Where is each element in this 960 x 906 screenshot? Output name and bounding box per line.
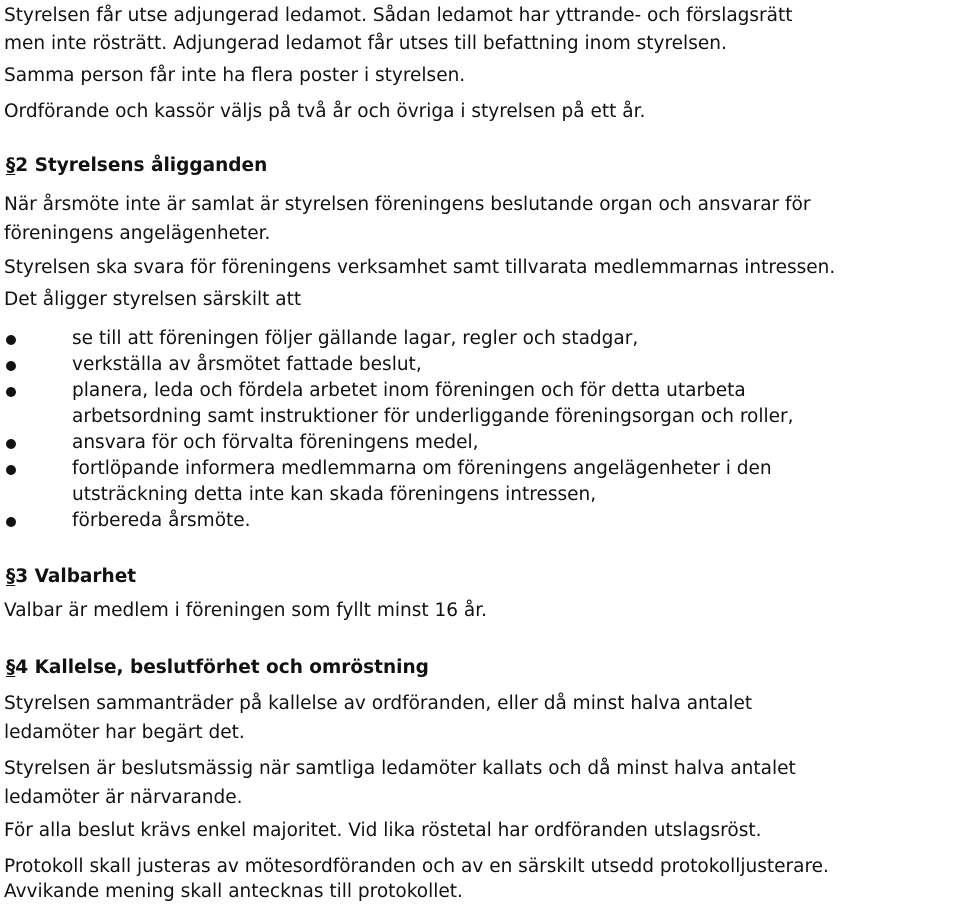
bullet-point xyxy=(6,335,16,345)
intro-line: Samma person får inte ha flera poster i styrelsen. xyxy=(4,65,466,86)
section-4-paragraph-line: Styrelsen sammanträder på kallelse av ordföranden, eller då minst halva antalet xyxy=(4,693,753,714)
section-4-paragraph-line: Protokoll skall justeras av mötesordföranden och av en särskilt utsedd protokolljusterare. xyxy=(4,856,829,877)
section-4-paragraph-line: Avvikande mening skall antecknas till protokollet. xyxy=(4,881,463,902)
list-item: se till att föreningen följer gällande lagar, regler och stadgar, xyxy=(72,328,639,349)
section-2-paragraph: Det åligger styrelsen särskilt att xyxy=(4,289,302,310)
section-2-title: 2 Styrelsens åligganden xyxy=(15,155,268,176)
bullet-point xyxy=(6,465,16,475)
section-4-paragraph-line: Styrelsen är beslutsmässig när samtliga ledamöter kallats och då minst halva antalet xyxy=(4,758,796,779)
section-3-paragraph: Valbar är medlem i föreningen som fyllt minst 16 år. xyxy=(4,600,488,621)
section-3-heading xyxy=(6,566,136,588)
bullet-point xyxy=(6,439,16,449)
section-symbol: § xyxy=(6,657,16,678)
list-item-continuation: arbetsordning samt instruktioner för underliggande föreningsorgan och roller, xyxy=(72,406,794,427)
section-4-paragraph-line: ledamöter har begärt det. xyxy=(4,722,245,743)
section-symbol: § xyxy=(6,155,16,176)
section-4-heading xyxy=(6,657,429,679)
bullet-point xyxy=(6,361,16,371)
bullet-point xyxy=(6,517,16,527)
list-item: förbereda årsmöte. xyxy=(72,510,251,531)
list-item: ansvara för och förvalta föreningens medel, xyxy=(72,432,479,453)
section-2-paragraph: Styrelsen ska svara för föreningens verksamhet samt tillvarata medlemmarnas intressen. xyxy=(4,257,836,278)
section-2-heading xyxy=(6,155,267,177)
list-item-continuation: utsträckning detta inte kan skada föreningens intressen, xyxy=(72,484,597,505)
list-item: planera, leda och fördela arbetet inom föreningen och för detta utarbeta xyxy=(72,380,746,401)
section-4-paragraph: För alla beslut krävs enkel majoritet. Vid lika röstetal har ordföranden utslagsröst. xyxy=(4,820,762,841)
intro-line: Ordförande och kassör väljs på två år och övriga i styrelsen på ett år. xyxy=(4,101,646,122)
section-3-title: 3 Valbarhet xyxy=(15,566,137,587)
intro-line: Styrelsen får utse adjungerad ledamot. Sådan ledamot har yttrande- och förslagsrätt xyxy=(4,5,793,26)
list-item: verkställa av årsmötet fattade beslut, xyxy=(72,354,422,375)
section-4-title: 4 Kallelse, beslutförhet och omröstning xyxy=(15,657,429,678)
section-symbol: § xyxy=(6,566,16,587)
section-4-paragraph-line: ledamöter är närvarande. xyxy=(4,787,243,808)
list-item: fortlöpande informera medlemmarna om föreningens angelägenheter i den xyxy=(72,458,772,479)
section-2-paragraph-line: föreningens angelägenheter. xyxy=(4,223,271,244)
bullet-point xyxy=(6,387,16,397)
section-2-paragraph-line: När årsmöte inte är samlat är styrelsen föreningens beslutande organ och ansvarar för xyxy=(4,194,811,215)
intro-line: men inte rösträtt. Adjungerad ledamot får utses till befattning inom styrelsen. xyxy=(4,33,727,54)
